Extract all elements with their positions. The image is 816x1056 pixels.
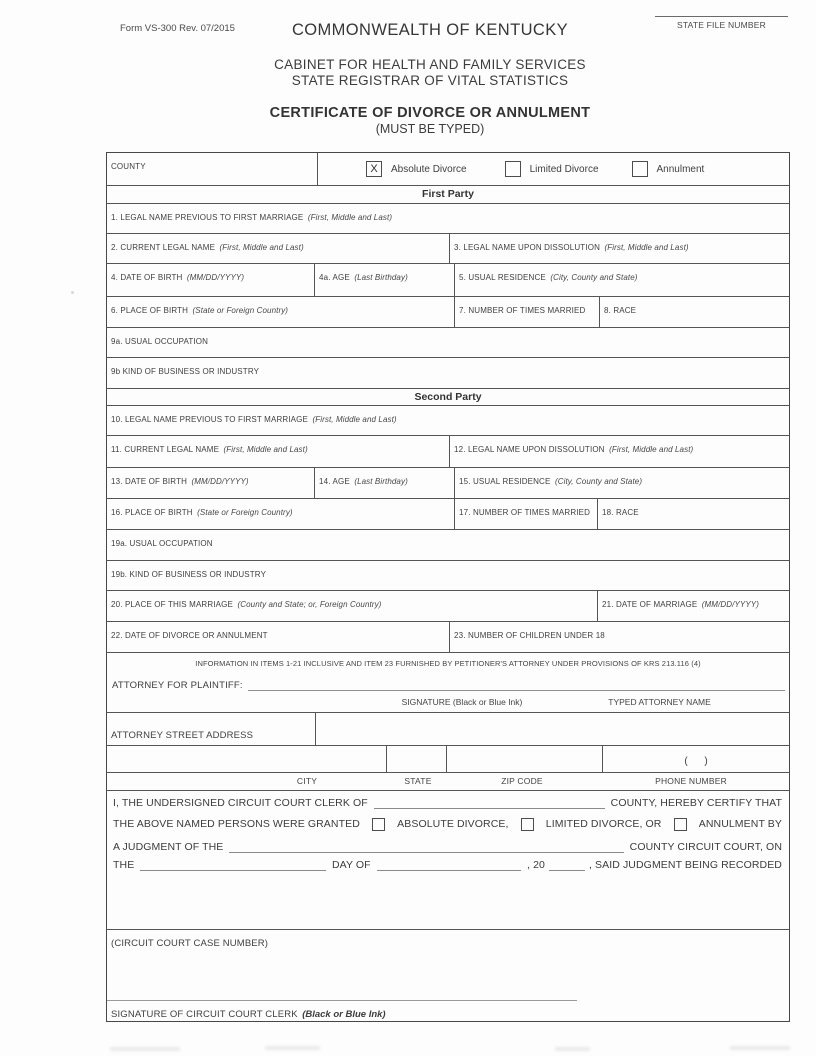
field-14-age[interactable]: 14. AGE (Last Birthday) bbox=[315, 468, 455, 498]
field-2-current-legal-name[interactable]: 2. CURRENT LEGAL NAME (First, Middle and Last) bbox=[107, 234, 450, 263]
judgment-court-blank[interactable] bbox=[229, 842, 623, 853]
form-row-2-3 bbox=[107, 234, 789, 264]
field-23-children-under-18[interactable]: 23. NUMBER OF CHILDREN UNDER 18 bbox=[454, 631, 605, 640]
field-9a-usual-occupation[interactable]: 9a. USUAL OCCUPATION bbox=[111, 337, 209, 346]
checkbox-granted-annulment[interactable] bbox=[674, 818, 687, 831]
form-row-9a bbox=[107, 328, 789, 358]
checkbox-limited-divorce[interactable] bbox=[505, 161, 521, 177]
form-row-20-21 bbox=[107, 591, 789, 622]
field-21-date-of-marriage[interactable]: 21. DATE OF MARRIAGE (MM/DD/YYYY) bbox=[602, 600, 759, 609]
field-7-times-married[interactable]: 7. NUMBER OF TIMES MARRIED bbox=[455, 297, 600, 327]
field-17-times-married[interactable]: 17. NUMBER OF TIMES MARRIED bbox=[455, 499, 598, 529]
county-field[interactable] bbox=[107, 153, 318, 185]
attorney-street-address-field[interactable] bbox=[316, 713, 789, 745]
page-title: COMMONWEALTH OF KENTUCKY bbox=[291, 21, 569, 39]
phone-number-caption: PHONE NUMBER bbox=[655, 776, 727, 786]
judgment-day-blank[interactable] bbox=[140, 860, 326, 871]
clerk-certification-section bbox=[107, 791, 789, 929]
form-row-4-4a-5 bbox=[107, 264, 789, 297]
attorney-street-address-label-cell: ATTORNEY STREET ADDRESS bbox=[107, 713, 316, 745]
field-5-usual-residence[interactable]: 5. USUAL RESIDENCE (City, County and State) bbox=[459, 273, 638, 282]
state-caption: STATE bbox=[404, 776, 432, 786]
attorney-phone-field[interactable] bbox=[603, 746, 789, 772]
limited-divorce-label: Limited Divorce bbox=[529, 163, 599, 175]
field-8-race[interactable]: 8. RACE bbox=[604, 306, 637, 315]
typed-attorney-name-label: TYPED ATTORNEY NAME bbox=[608, 697, 711, 707]
attorney-address-captions-row bbox=[107, 773, 789, 791]
form-row-6-7-8 bbox=[107, 297, 789, 328]
circuit-court-case-number-row bbox=[107, 929, 789, 1001]
field-4a-age[interactable]: 4a. AGE (Last Birthday) bbox=[315, 264, 455, 296]
document-title: CERTIFICATE OF DIVORCE OR ANNULMENT bbox=[269, 105, 591, 121]
header-subtitle-registrar: STATE REGISTRAR OF VITAL STATISTICS bbox=[291, 73, 569, 88]
certification-line-4: THE DAY OF , 20 , SAID JUDGMENT BEING RECORDED bbox=[113, 859, 782, 871]
field-19a-usual-occupation[interactable]: 19a. USUAL OCCUPATION bbox=[111, 539, 213, 548]
scan-speck-artifact bbox=[71, 291, 74, 294]
field-4-date-of-birth[interactable]: 4. DATE OF BIRTH (MM/DD/YYYY) bbox=[107, 264, 315, 296]
checkbox-absolute-divorce[interactable]: X bbox=[366, 161, 382, 177]
checkbox-annulment[interactable] bbox=[632, 161, 648, 177]
attorney-for-plaintiff-label: ATTORNEY FOR PLAINTIFF: bbox=[112, 680, 243, 691]
first-party-section-header: First Party bbox=[107, 186, 789, 204]
divorce-type-options bbox=[318, 153, 789, 185]
circuit-court-case-number-field[interactable]: (CIRCUIT COURT CASE NUMBER) bbox=[111, 938, 269, 949]
checkbox-granted-limited-divorce[interactable] bbox=[521, 818, 534, 831]
field-3-name-upon-dissolution[interactable]: 3. LEGAL NAME UPON DISSOLUTION (First, Middle and Last) bbox=[454, 243, 689, 252]
attorney-block bbox=[107, 653, 789, 713]
attorney-street-address-row bbox=[107, 713, 789, 746]
clerk-county-blank[interactable] bbox=[374, 798, 605, 809]
form-row-19a bbox=[107, 530, 789, 561]
field-18-race[interactable]: 18. RACE bbox=[602, 508, 639, 517]
city-caption: CITY bbox=[296, 776, 318, 786]
attorney-zip-field[interactable] bbox=[447, 746, 603, 772]
certification-line-2: THE ABOVE NAMED PERSONS WERE GRANTED ABSOLUTE DIVORCE, LIMITED DIVORCE, OR ANNULMENT BY bbox=[113, 818, 782, 830]
certification-line-3: A JUDGMENT OF THE COUNTY CIRCUIT COURT, ON bbox=[113, 841, 782, 853]
attorney-city-field[interactable] bbox=[107, 746, 387, 772]
field-12-name-upon-dissolution[interactable]: 12. LEGAL NAME UPON DISSOLUTION (First, Middle and Last) bbox=[454, 445, 694, 454]
clerk-signature-field[interactable]: SIGNATURE OF CIRCUIT COURT CLERK (Black or Blue Ink) bbox=[111, 1009, 386, 1020]
field-19b-kind-of-business[interactable]: 19b. KIND OF BUSINESS OR INDUSTRY bbox=[111, 570, 267, 579]
attorney-city-state-zip-phone-row bbox=[107, 746, 789, 773]
signature-ink-label: SIGNATURE (Black or Blue Ink) bbox=[401, 697, 523, 707]
checkbox-granted-absolute-divorce[interactable] bbox=[372, 818, 385, 831]
field-22-date-of-divorce[interactable]: 22. DATE OF DIVORCE OR ANNULMENT bbox=[107, 622, 450, 652]
form-row-11-12 bbox=[107, 436, 789, 468]
attorney-for-plaintiff-row bbox=[112, 679, 785, 691]
absolute-divorce-label: Absolute Divorce bbox=[391, 163, 467, 175]
form-revision-number: Form VS-300 Rev. 07/2015 bbox=[120, 23, 235, 34]
form-row-13-14-15 bbox=[107, 468, 789, 499]
annulment-label: Annulment bbox=[656, 163, 705, 175]
judgment-month-blank[interactable] bbox=[377, 860, 521, 871]
zip-code-caption: ZIP CODE bbox=[501, 776, 543, 786]
county-label: COUNTY bbox=[111, 162, 146, 171]
field-15-usual-residence[interactable]: 15. USUAL RESIDENCE (City, County and State) bbox=[459, 477, 643, 486]
county-and-type-row bbox=[107, 153, 789, 186]
document-subtitle: (MUST BE TYPED) bbox=[375, 122, 485, 136]
field-1-legal-name-previous[interactable]: 1. LEGAL NAME PREVIOUS TO FIRST MARRIAGE (First, Middle and Last) bbox=[111, 213, 393, 222]
form-row-10 bbox=[107, 406, 789, 436]
field-20-place-of-marriage[interactable]: 20. PLACE OF THIS MARRIAGE (County and State; or, Foreign Country) bbox=[107, 591, 598, 621]
krs-provision-note: INFORMATION IN ITEMS 1-21 INCLUSIVE AND ITEM 23 FURNISHED BY PETITIONER'S ATTORNEY UNDER PROVISIONS OF KRS 213.116 (4) bbox=[195, 659, 701, 668]
form-row-1 bbox=[107, 204, 789, 234]
scan-smudge-artifact bbox=[730, 1046, 790, 1050]
field-9b-kind-of-business[interactable]: 9b KIND OF BUSINESS OR INDUSTRY bbox=[111, 367, 260, 376]
field-6-place-of-birth[interactable]: 6. PLACE OF BIRTH (State or Foreign Country) bbox=[107, 297, 455, 327]
attorney-state-field[interactable] bbox=[387, 746, 447, 772]
scan-smudge-artifact bbox=[555, 1047, 590, 1051]
certification-line-1: I, THE UNDERSIGNED CIRCUIT COURT CLERK OF COUNTY, HEREBY CERTIFY THAT bbox=[113, 797, 782, 809]
scan-smudge-artifact bbox=[110, 1047, 180, 1051]
form-row-9b bbox=[107, 358, 789, 389]
state-file-number-field[interactable]: STATE FILE NUMBER bbox=[655, 16, 788, 30]
header-subtitle-cabinet: CABINET FOR HEALTH AND FAMILY SERVICES bbox=[274, 57, 586, 72]
phone-area-code-parens: ( ) bbox=[684, 756, 708, 767]
clerk-signature-row bbox=[107, 1001, 789, 1022]
form-table bbox=[106, 152, 790, 1022]
field-13-date-of-birth[interactable]: 13. DATE OF BIRTH (MM/DD/YYYY) bbox=[107, 468, 315, 498]
scan-smudge-artifact bbox=[265, 1046, 320, 1050]
judgment-year-blank[interactable] bbox=[549, 860, 585, 871]
field-16-place-of-birth[interactable]: 16. PLACE OF BIRTH (State or Foreign Country) bbox=[107, 499, 455, 529]
field-10-legal-name-previous[interactable]: 10. LEGAL NAME PREVIOUS TO FIRST MARRIAGE (First, Middle and Last) bbox=[111, 415, 397, 424]
form-row-19b bbox=[107, 561, 789, 591]
form-row-22-23 bbox=[107, 622, 789, 653]
field-11-current-legal-name[interactable]: 11. CURRENT LEGAL NAME (First, Middle and Last) bbox=[107, 436, 450, 467]
attorney-signature-field[interactable] bbox=[248, 679, 785, 691]
second-party-section-header: Second Party bbox=[107, 389, 789, 406]
form-row-16-17-18 bbox=[107, 499, 789, 530]
